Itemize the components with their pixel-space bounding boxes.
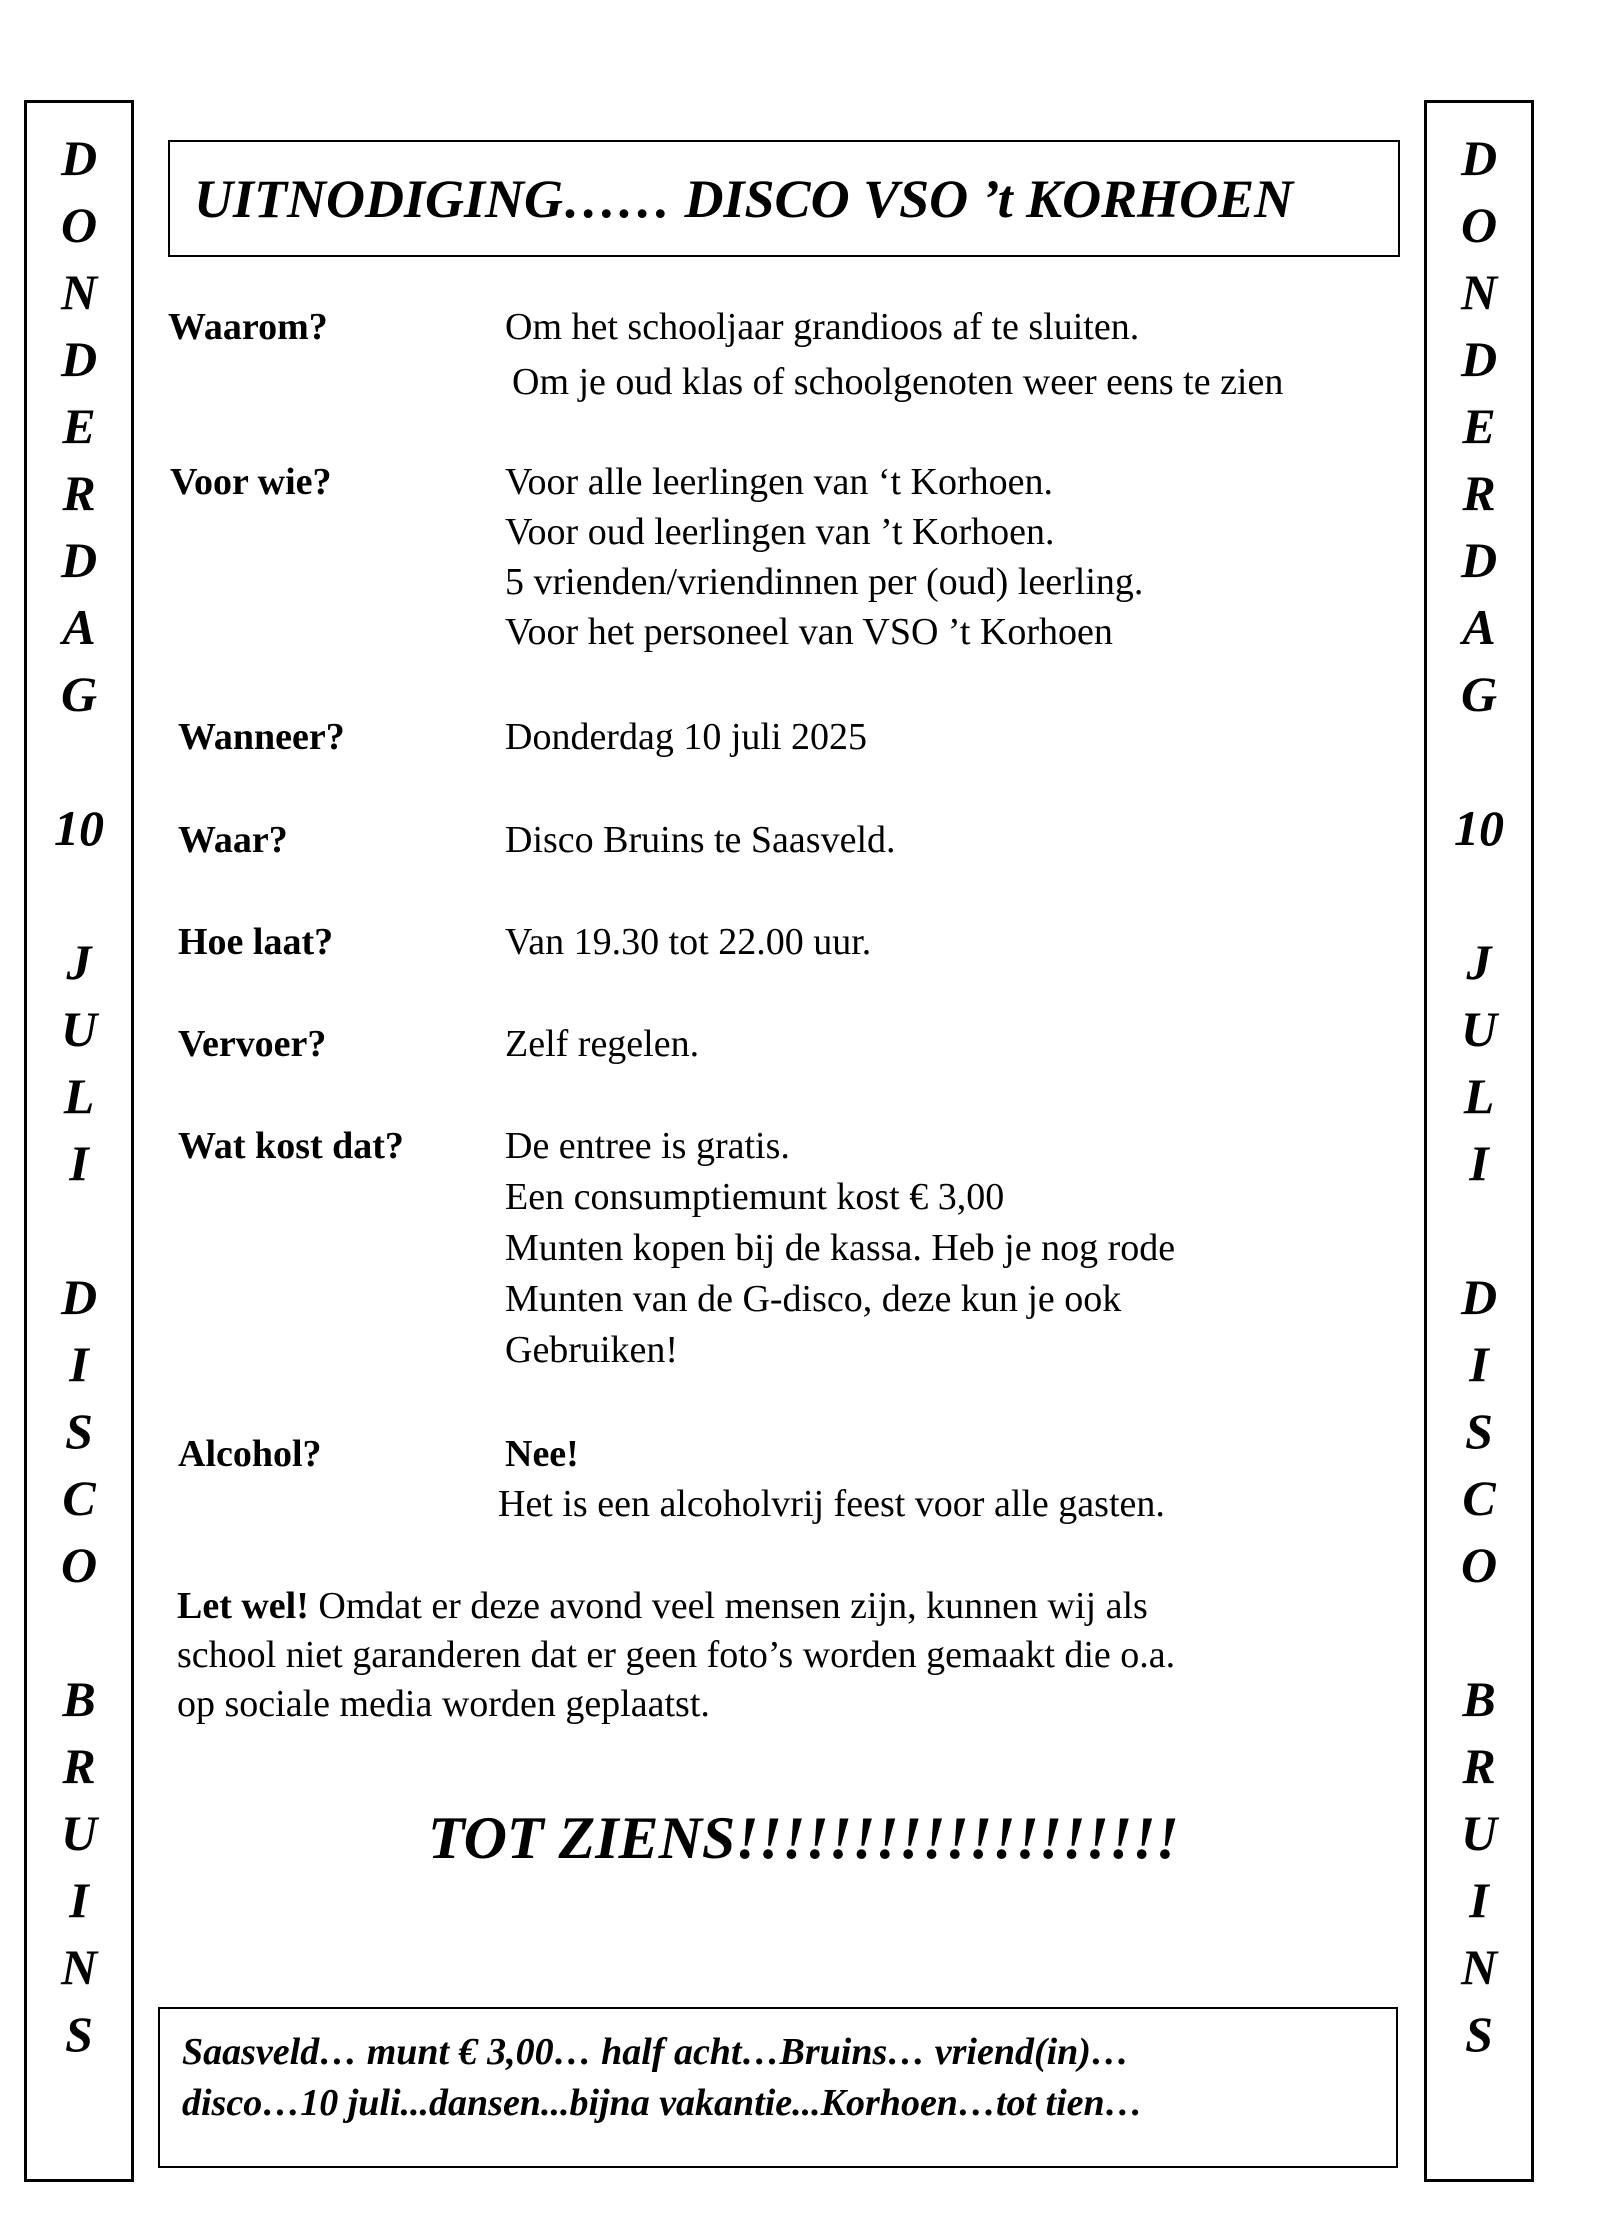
banner-letter: 10 xyxy=(54,800,104,856)
banner-letter: I xyxy=(1469,1135,1489,1191)
banner-gap xyxy=(27,728,131,795)
let-wel-line-2: school niet garanderen dat er geen foto’s worden gemaakt die o.a. xyxy=(177,1634,1176,1676)
banner-gap xyxy=(27,1599,131,1666)
banner-letter: E xyxy=(1462,398,1496,454)
banner-letter: D xyxy=(1460,1269,1498,1325)
let-wel-text-1: Omdat er deze avond veel mensen zijn, kunnen wij als xyxy=(308,1585,1148,1627)
banner-letter: U xyxy=(1460,1805,1498,1861)
banner-letter: O xyxy=(60,197,98,253)
voor-wie-line-3: 5 vrienden/vriendinnen per (oud) leerling. xyxy=(505,561,1144,603)
left-vertical-banner xyxy=(24,100,134,2182)
banner-gap xyxy=(27,1197,131,1264)
banner-letter: G xyxy=(60,666,98,722)
right-vertical-banner xyxy=(1424,100,1534,2182)
banner-letter: S xyxy=(1465,1403,1493,1459)
let-wel-line-3: op sociale media worden geplaatst. xyxy=(177,1683,710,1725)
voor-wie-line-1: Voor alle leerlingen van ‘t Korhoen. xyxy=(505,461,1054,503)
banner-letter: D xyxy=(60,331,98,387)
banner-letter: U xyxy=(60,1001,98,1057)
banner-letter: U xyxy=(60,1805,98,1861)
banner-letter: O xyxy=(1460,197,1498,253)
waarom-line-2: Om je oud klas of schoolgenoten weer eens te zien xyxy=(512,361,1284,403)
banner-letter: D xyxy=(1460,532,1498,588)
banner-gap xyxy=(1427,862,1531,929)
banner-letter: J xyxy=(1466,934,1492,990)
title-box xyxy=(168,140,1400,257)
banner-letter: A xyxy=(1462,599,1496,655)
banner-gap xyxy=(1427,1599,1531,1666)
hoe-laat-value: Van 19.30 tot 22.00 uur. xyxy=(505,921,872,963)
banner-letter: D xyxy=(60,532,98,588)
label-voor-wie: Voor wie? xyxy=(170,461,332,503)
label-wanneer: Wanneer? xyxy=(178,716,345,758)
banner-letter: G xyxy=(1460,666,1498,722)
banner-letter: N xyxy=(60,264,98,320)
banner-letter: B xyxy=(62,1671,96,1727)
banner-letter: I xyxy=(1469,1336,1489,1392)
banner-letter: O xyxy=(60,1537,98,1593)
banner-letter: N xyxy=(1460,1939,1498,1995)
vervoer-value: Zelf regelen. xyxy=(505,1023,700,1065)
page-title: UITNODIGING…… DISCO VSO ’t KORHOEN xyxy=(194,168,1294,229)
label-waarom: Waarom? xyxy=(168,306,328,348)
banner-letter: I xyxy=(69,1135,89,1191)
label-hoe-laat: Hoe laat? xyxy=(178,921,334,963)
waarom-line-1: Om het schooljaar grandioos af te sluiten. xyxy=(505,306,1140,348)
banner-letter: E xyxy=(62,398,96,454)
banner-letter: L xyxy=(63,1068,95,1124)
banner-letter: D xyxy=(60,130,98,186)
wat-kost-line-3: Munten kopen bij de kassa. Heb je nog rode xyxy=(505,1227,1176,1269)
banner-letter: R xyxy=(1462,465,1496,521)
banner-letter: O xyxy=(1460,1537,1498,1593)
banner-letter: D xyxy=(60,1269,98,1325)
banner-letter: I xyxy=(1469,1872,1489,1928)
banner-letter: A xyxy=(62,599,96,655)
footer-box xyxy=(158,2007,1398,2168)
let-wel-paragraph xyxy=(177,1582,1407,1729)
voor-wie-line-4: Voor het personeel van VSO ’t Korhoen xyxy=(505,611,1113,653)
banner-letter: R xyxy=(62,1738,96,1794)
banner-gap xyxy=(27,862,131,929)
label-waar: Waar? xyxy=(178,819,288,861)
banner-letter: C xyxy=(62,1470,96,1526)
wat-kost-line-4: Munten van de G-disco, deze kun je ook xyxy=(505,1278,1122,1320)
wat-kost-line-1: De entree is gratis. xyxy=(505,1125,790,1167)
banner-letter: I xyxy=(69,1872,89,1928)
banner-letter: B xyxy=(1462,1671,1496,1727)
let-wel-heading: Let wel! xyxy=(177,1585,309,1627)
banner-letter: C xyxy=(1462,1470,1496,1526)
banner-letter: L xyxy=(1463,1068,1495,1124)
waar-value: Disco Bruins te Saasveld. xyxy=(505,819,896,861)
wat-kost-line-5: Gebruiken! xyxy=(505,1329,679,1371)
banner-gap xyxy=(1427,1197,1531,1264)
let-wel-line-1 xyxy=(177,1582,1407,1631)
banner-letter: N xyxy=(60,1939,98,1995)
banner-letter: N xyxy=(1460,264,1498,320)
label-alcohol: Alcohol? xyxy=(178,1433,322,1475)
label-wat-kost-dat: Wat kost dat? xyxy=(178,1125,404,1167)
banner-letter: S xyxy=(65,1403,93,1459)
banner-gap xyxy=(1427,728,1531,795)
banner-letter: J xyxy=(66,934,92,990)
alcohol-note: Het is een alcoholvrij feest voor alle gasten. xyxy=(498,1483,1165,1525)
label-vervoer: Vervoer? xyxy=(178,1023,327,1065)
banner-letter: R xyxy=(1462,1738,1496,1794)
banner-letter: D xyxy=(1460,331,1498,387)
banner-letter: U xyxy=(1460,1001,1498,1057)
banner-letter: S xyxy=(1465,2006,1493,2062)
voor-wie-line-2: Voor oud leerlingen van ’t Korhoen. xyxy=(505,511,1055,553)
banner-letter: D xyxy=(1460,130,1498,186)
tot-ziens-heading: TOT ZIENS!!!!!!!!!!!!!!!!!!! xyxy=(428,1805,1179,1871)
wanneer-value: Donderdag 10 juli 2025 xyxy=(505,716,868,758)
footer-line-1: Saasveld… munt € 3,00… half acht…Bruins… vriend(in)… xyxy=(182,2031,1129,2073)
wat-kost-line-2: Een consumptiemunt kost € 3,00 xyxy=(505,1176,1005,1218)
banner-letter: S xyxy=(65,2006,93,2062)
banner-letter: R xyxy=(62,465,96,521)
banner-letter: I xyxy=(69,1336,89,1392)
alcohol-answer: Nee! xyxy=(505,1433,579,1475)
banner-letter: 10 xyxy=(1454,800,1504,856)
footer-line-2: disco…10 juli...dansen...bijna vakantie...Korhoen…tot tien… xyxy=(182,2082,1143,2124)
